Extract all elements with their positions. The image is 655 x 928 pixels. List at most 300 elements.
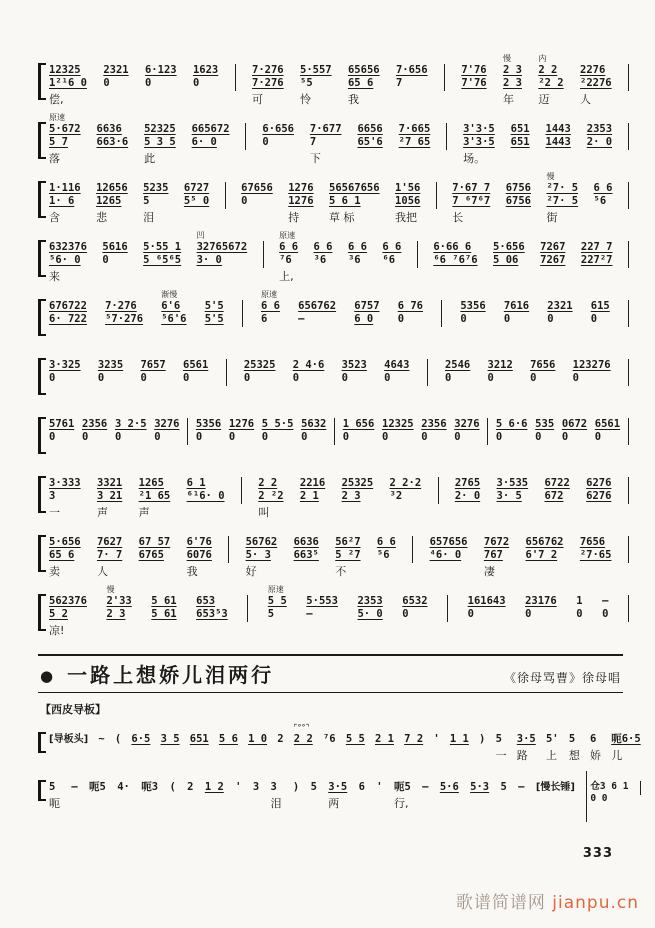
upper-voice-notes: 3235 — [97, 359, 124, 371]
lower-voice-notes: 3 21 — [96, 490, 123, 502]
lower-voice-notes: 0 — [114, 431, 122, 443]
notation-column — [518, 771, 524, 811]
notation-column — [244, 349, 276, 402]
upper-voice-notes: 5235 — [143, 182, 169, 194]
notation-column — [573, 349, 611, 402]
lower-voice-notes: 0 — [140, 372, 147, 384]
upper-voice-notes: 5 — [568, 733, 576, 745]
lower-voice-notes: ⁵6· 0 — [49, 254, 81, 266]
upper-voice-notes: 2 2 — [258, 477, 278, 489]
barline — [628, 241, 629, 268]
lyric-text: 街 — [546, 211, 558, 224]
lower-voice-notes: 7267 — [540, 254, 566, 266]
score-system — [38, 526, 629, 579]
notation-column — [252, 54, 284, 107]
lower-voice-notes: 0 — [262, 136, 269, 148]
notation-column — [445, 349, 470, 402]
system-bracket-icon — [38, 476, 46, 513]
notation-column — [382, 408, 414, 461]
notation-column — [241, 172, 273, 225]
upper-voice-notes: 6 6 — [593, 182, 613, 194]
upper-voice-notes: 6561 — [594, 418, 621, 430]
notation-column — [497, 467, 529, 520]
upper-voice-notes: [导板头] — [49, 734, 89, 745]
lower-voice-notes: 0 — [261, 431, 269, 443]
lower-voice-notes: ²2276 — [580, 77, 612, 89]
notation-column — [49, 172, 81, 225]
lower-voice-notes: 0 — [154, 431, 161, 443]
lower-voice-notes: 0 — [402, 608, 409, 620]
upper-voice-notes: 7·67 7 — [452, 182, 491, 194]
score-system — [38, 723, 641, 763]
upper-voice-notes: 656762 — [298, 300, 337, 312]
lyric-text: 叫 — [258, 506, 270, 519]
upper-voice-notes: 7656 — [530, 359, 556, 371]
lower-voice-notes: 0 — [602, 608, 609, 620]
score-system — [38, 231, 629, 284]
upper-voice-notes: 3·535 — [496, 477, 529, 489]
notation-column — [115, 723, 121, 763]
lyric-text: 我把 — [395, 211, 418, 224]
upper-voice-notes: 0672 — [561, 418, 588, 430]
upper-voice-notes: 4643 — [384, 359, 410, 371]
lyric-text: 儿 — [611, 749, 623, 762]
system-bracket-icon — [38, 732, 46, 753]
upper-voice-notes: ( — [114, 733, 122, 745]
upper-voice-notes: 6656 — [357, 123, 383, 135]
notation-column — [586, 467, 611, 520]
upper-voice-notes: 6756 — [505, 182, 531, 194]
notation-column — [143, 172, 168, 225]
notation-column — [258, 467, 283, 520]
notation-column — [375, 723, 394, 763]
notation-column — [219, 723, 238, 763]
upper-voice-notes: 3276 — [454, 418, 480, 430]
upper-voice-notes: 5·557 — [300, 64, 332, 76]
notation-column — [306, 585, 338, 638]
score-system — [38, 408, 629, 461]
upper-voice-notes: 676722 — [49, 300, 87, 312]
lower-voice-notes: 2 3 — [106, 608, 126, 620]
lower-voice-notes: 227²7 — [580, 254, 613, 266]
lower-voice-notes: ²2 2 — [538, 77, 564, 89]
tempo-mark: 原速 — [267, 585, 284, 594]
upper-voice-notes: 6'76 — [186, 536, 212, 548]
upper-voice-notes: 1 — [576, 595, 583, 607]
barline — [441, 300, 442, 327]
score-body-bottom — [0, 723, 655, 822]
lower-voice-notes: 2· 0 — [454, 490, 481, 502]
upper-voice-notes: 7627 — [96, 536, 123, 548]
notation-column — [310, 113, 342, 166]
notation-column — [49, 467, 81, 520]
notation-column — [376, 771, 382, 811]
upper-voice-notes: ' — [376, 781, 383, 793]
notation-column — [196, 408, 221, 461]
system-bracket-icon — [38, 122, 46, 159]
lower-voice-notes: 0 — [454, 431, 461, 443]
lower-voice-notes: 0 — [49, 431, 56, 443]
lower-voice-notes: 0 — [183, 372, 190, 384]
notation-column — [141, 771, 158, 811]
lower-voice-notes: 0 — [144, 77, 152, 89]
upper-voice-notes: 12325 — [382, 418, 414, 430]
watermark-domain-link[interactable]: jianpu.cn — [552, 893, 639, 913]
upper-voice-notes: 615 — [590, 300, 610, 312]
system-bracket-icon — [38, 417, 46, 454]
barline — [628, 536, 629, 563]
lyric-text: 此 — [144, 152, 156, 165]
notation-column — [151, 585, 176, 638]
upper-voice-notes: 2321 — [103, 64, 129, 76]
lower-voice-notes: 0 — [503, 313, 511, 325]
bullet-icon: ● — [40, 667, 54, 685]
upper-voice-notes: 23176 — [525, 595, 557, 607]
notation-column — [591, 290, 610, 343]
notation-column — [455, 467, 480, 520]
upper-voice-notes: ' — [235, 781, 242, 793]
notation-column — [117, 771, 130, 811]
notation-column — [131, 723, 150, 763]
notation-column — [511, 113, 530, 166]
lower-voice-notes: 5⁵ 0 — [183, 195, 210, 207]
lower-voice-notes: 663⁵ — [293, 549, 319, 561]
notation-column — [396, 54, 428, 107]
notation-column — [248, 723, 267, 763]
notation-column — [271, 771, 282, 811]
barline — [628, 182, 629, 209]
notation-section-label — [536, 771, 575, 811]
lyric-text: 草 标 — [329, 211, 355, 224]
upper-voice-notes: 6 6 — [313, 241, 333, 253]
barline — [228, 536, 229, 563]
lower-voice-notes: 0 — [97, 372, 105, 384]
notation-column — [580, 54, 612, 107]
upper-voice-notes: 5761 — [49, 418, 75, 430]
upper-voice-notes: 6·656 — [262, 123, 294, 135]
notation-column — [49, 771, 60, 811]
lyric-text: 声 — [96, 506, 108, 519]
lower-voice-notes: 0 — [243, 372, 251, 384]
lower-voice-notes: 5 6 1 — [329, 195, 361, 207]
upper-voice-notes: 3·333 — [49, 477, 81, 489]
notation-column — [496, 723, 507, 763]
notation-column — [484, 526, 509, 579]
upper-voice-notes: 6 1 — [186, 477, 206, 489]
notation-column — [479, 723, 485, 763]
notation-column — [357, 585, 382, 638]
notation-column — [49, 349, 81, 402]
barline — [628, 300, 629, 327]
upper-voice-notes: 2216 — [299, 477, 326, 489]
upper-voice-notes: 1276 — [288, 182, 314, 194]
notation-column — [546, 113, 571, 166]
lower-voice-notes: 6· 0 — [191, 136, 217, 148]
lower-voice-notes: ⁵6'6 — [161, 313, 187, 325]
notation-column — [323, 723, 336, 763]
upper-voice-notes: 5·553 — [306, 595, 338, 607]
tempo-mark: ⌜°°⌝ — [293, 723, 310, 732]
notation-column — [504, 290, 529, 343]
lyric-text: 一 — [495, 749, 507, 762]
notation-column — [193, 54, 218, 107]
notation-column — [544, 467, 569, 520]
notation-column — [525, 585, 557, 638]
barline — [263, 241, 264, 268]
percussion-stack — [586, 771, 628, 822]
lower-voice-notes: 0 — [195, 431, 203, 443]
lower-voice-notes: 6765 — [138, 549, 164, 561]
lower-voice-notes: 7 — [309, 136, 317, 148]
lyric-text: 两 — [328, 797, 340, 810]
lower-voice-notes: 5 2 — [49, 608, 68, 620]
lower-voice-notes: ²7· 5 — [546, 195, 579, 207]
upper-voice-notes: 2 — [277, 733, 284, 745]
upper-voice-notes: 呃3 — [141, 781, 159, 793]
upper-voice-notes: ~ — [98, 733, 105, 745]
notation-column — [154, 408, 179, 461]
notation-column — [96, 172, 128, 225]
notation-column — [71, 771, 77, 811]
notation-column — [49, 54, 87, 107]
lyric-text: 怜 — [300, 93, 311, 106]
notation-column — [461, 54, 486, 107]
upper-voice-notes: 6·123 — [144, 64, 177, 76]
upper-voice-notes: 5·656 — [49, 536, 81, 548]
notation-column — [143, 231, 181, 284]
notation-column — [402, 585, 427, 638]
notation-column — [161, 723, 180, 763]
notation-column — [294, 526, 319, 579]
barline — [447, 595, 448, 622]
notation-column — [580, 526, 612, 579]
upper-voice-notes: 7672 — [483, 536, 510, 548]
lower-voice-notes: 7 ⁶7⁶7 — [452, 195, 491, 207]
lower-voice-notes: ³2 — [389, 490, 403, 502]
upper-voice-notes: ) — [479, 733, 486, 745]
upper-voice-notes: 67656 — [241, 182, 273, 194]
upper-voice-notes: 6561 — [183, 359, 209, 371]
notation-column — [335, 526, 360, 579]
notation-column — [314, 231, 333, 284]
lower-voice-notes: 1²¹6 0 — [49, 77, 87, 89]
score-system — [38, 467, 629, 520]
notation-column — [105, 290, 143, 343]
upper-voice-notes: 12325 — [49, 64, 81, 76]
lyric-text: 卖 — [49, 565, 60, 578]
lower-voice-notes: 663·6 — [96, 136, 129, 148]
lower-voice-notes: ⁶6 ⁷6⁷6 — [433, 254, 478, 266]
notation-column — [342, 467, 374, 520]
lower-voice-notes: 3· 5 — [496, 490, 522, 502]
notation-column — [450, 723, 469, 763]
notation-column — [500, 771, 506, 811]
lyric-text: 上 — [545, 749, 557, 762]
lower-voice-notes: 5 ⁶5⁶5 — [143, 254, 182, 266]
lyric-text: 场。 — [463, 152, 486, 165]
lower-voice-notes: 0 — [81, 431, 89, 443]
system-bracket-icon — [38, 780, 46, 801]
notation-column — [602, 585, 608, 638]
lower-voice-notes: 651 — [510, 136, 530, 148]
lower-voice-notes: 6276 — [586, 490, 612, 502]
notation-column — [298, 290, 336, 343]
lower-voice-notes: 5 06 — [493, 254, 519, 266]
notation-column — [301, 408, 326, 461]
lower-voice-notes: 6756 — [505, 195, 531, 207]
lower-voice-notes: 5· 3 — [245, 549, 271, 561]
barline — [235, 64, 236, 91]
notation-column — [49, 526, 81, 579]
barline — [436, 182, 437, 209]
notation-column — [354, 290, 379, 343]
upper-voice-notes: 52325 — [144, 123, 176, 135]
lower-voice-notes: 65 6 — [49, 549, 75, 561]
lower-voice-notes: ⁶6 — [382, 254, 396, 266]
notation-column — [384, 349, 409, 402]
upper-voice-notes: 1 1 — [449, 733, 469, 745]
lower-voice-notes: 0 — [49, 372, 56, 384]
notation-column — [192, 113, 230, 166]
notation-column — [246, 526, 278, 579]
upper-voice-notes: 56762 — [245, 536, 278, 548]
upper-voice-notes: 6 6 — [376, 536, 396, 548]
upper-voice-notes: 56²7 — [335, 536, 361, 548]
upper-voice-notes: 7·677 — [309, 123, 342, 135]
upper-voice-notes: – — [422, 781, 429, 793]
lower-voice-notes: 5'5 — [204, 313, 224, 325]
upper-voice-notes: 5616 — [102, 241, 128, 253]
notation-column — [468, 585, 506, 638]
upper-voice-notes: 3212 — [487, 359, 513, 371]
notation-column — [187, 526, 212, 579]
upper-voice-notes: 562376 — [49, 595, 87, 607]
upper-voice-notes: 2356 — [421, 418, 447, 430]
upper-voice-notes: 6 6 — [279, 241, 299, 253]
notation-column — [488, 349, 513, 402]
notation-column — [262, 408, 294, 461]
lower-voice-notes: 0 — [525, 608, 532, 620]
upper-voice-notes: 56567656 — [329, 182, 380, 194]
upper-voice-notes: – — [518, 781, 525, 793]
upper-voice-notes: 2356 — [81, 418, 108, 430]
notation-column — [611, 723, 640, 763]
score-system — [38, 585, 629, 638]
tempo-mark: 渐慢 — [161, 290, 178, 299]
lyric-text: 泪 — [270, 797, 282, 810]
upper-voice-notes: 2765 — [454, 477, 481, 489]
lyric-text: 悲 — [96, 211, 108, 224]
upper-voice-notes: 3 5 — [160, 733, 180, 745]
score-system — [38, 172, 629, 225]
upper-voice-notes: 7656 — [579, 536, 606, 548]
upper-voice-notes: 3 — [252, 781, 260, 793]
upper-voice-notes: 3276 — [154, 418, 180, 430]
lower-voice-notes: 65 6 — [347, 77, 374, 89]
notation-column — [394, 771, 411, 811]
notation-column — [535, 408, 554, 461]
upper-voice-notes: 7 2 — [404, 733, 424, 745]
upper-voice-notes: 4· — [117, 781, 130, 793]
lower-voice-notes: 0 — [590, 313, 598, 325]
lower-voice-notes: 0 — [301, 431, 308, 443]
upper-voice-notes: 1443 — [545, 123, 571, 135]
lyric-text: 呃 — [49, 797, 60, 810]
notation-column — [540, 231, 565, 284]
upper-voice-notes: 651 — [510, 123, 530, 135]
notation-column — [235, 771, 241, 811]
notation-column — [97, 467, 122, 520]
notation-column — [440, 771, 459, 811]
notation-column — [328, 771, 347, 811]
lyric-text: 偿, — [49, 93, 64, 106]
upper-voice-notes: 5356 — [460, 300, 486, 312]
lower-voice-notes: ²1 65 — [138, 490, 171, 502]
lyric-text: 来 — [49, 270, 60, 283]
lower-voice-notes: 2 1 — [299, 490, 319, 502]
upper-voice-notes: 2276 — [580, 64, 606, 76]
lyric-text: 持 — [288, 211, 300, 224]
barline — [334, 418, 335, 445]
upper-voice-notes: 5356 — [195, 418, 222, 430]
notation-column — [493, 231, 525, 284]
notation-column — [530, 349, 555, 402]
upper-voice-notes: 7657 — [140, 359, 166, 371]
upper-voice-notes: 6722 — [544, 477, 570, 489]
upper-voice-notes: 25325 — [243, 359, 276, 371]
lower-voice-notes: 0 — [487, 372, 494, 384]
lower-voice-notes: 5· 0 — [357, 608, 383, 620]
tempo-mark: 凹 — [196, 231, 205, 240]
notation-column — [398, 290, 423, 343]
lower-voice-notes: 6· 722 — [49, 313, 87, 325]
notation-column — [293, 771, 299, 811]
lower-voice-notes: – — [306, 608, 313, 620]
barline — [245, 123, 246, 150]
notation-column — [404, 723, 423, 763]
lyric-text: 凄 — [483, 565, 495, 578]
score-system — [38, 113, 629, 166]
score-system — [38, 771, 641, 822]
notation-column — [452, 172, 490, 225]
upper-voice-notes: 6 76 — [397, 300, 424, 312]
upper-voice-notes: 5·656 — [493, 241, 525, 253]
upper-voice-notes: 5 — [495, 733, 502, 745]
notation-column — [399, 113, 431, 166]
lower-voice-notes: 0 — [341, 372, 348, 384]
notation-column — [433, 723, 439, 763]
upper-voice-notes: 1'56 — [395, 182, 421, 194]
notation-column — [197, 231, 248, 284]
notation-column — [262, 113, 294, 166]
notation-column — [140, 349, 165, 402]
lower-voice-notes: – — [298, 313, 305, 325]
upper-voice-notes: 651 — [189, 733, 209, 745]
tempo-mark: 慢 — [106, 585, 115, 594]
notation-column — [229, 408, 254, 461]
lower-voice-notes: 0 — [561, 431, 569, 443]
lower-voice-notes: ⁵7·276 — [105, 313, 144, 325]
lyric-text: 不 — [335, 565, 347, 578]
barline — [226, 359, 227, 386]
upper-voice-notes: 6636 — [293, 536, 319, 548]
barline — [412, 536, 413, 563]
lyric-text: 落 — [49, 152, 60, 165]
upper-voice-notes: 3·5 — [328, 781, 348, 793]
lower-voice-notes: 7 — [395, 77, 403, 89]
lower-voice-notes: 0 — [467, 608, 474, 620]
score-system — [38, 349, 629, 402]
